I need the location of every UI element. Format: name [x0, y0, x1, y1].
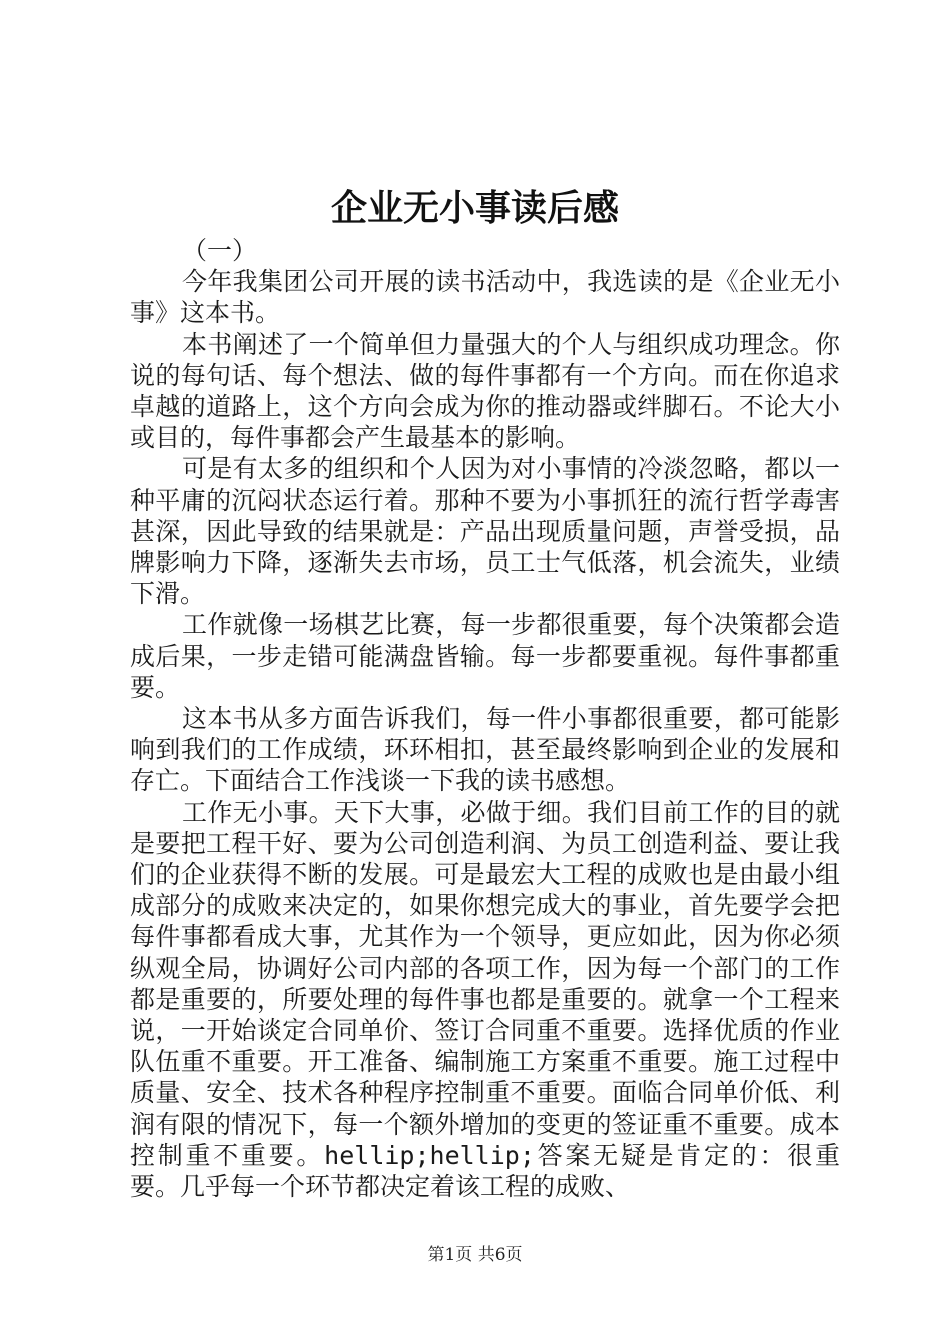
paragraph: 工作就像一场棋艺比赛，每一步都很重要，每个决策都会造成后果，一步走错可能满盘皆输。每一步都要重视。每件事都重要。 — [130, 610, 840, 702]
section-marker: （一） — [182, 236, 258, 265]
paragraph: 工作无小事。天下大事，必做于细。我们目前工作的目的就是要把工程干好、要为公司创造利润、为员工创造利益、要让我们的企业获得不断的发展。可是最宏大工程的成败也是由最小组成部分的成败来决定的，如果你想完成大的事业，首先要学会把每件事都看成大事，尤其作为一个领导，更应如此，因为你必须纵观全局，协调好公司内部的各项工作，因为每一个部门的工作都是重要的，所要处理的每件事也都是重要的。就拿一个工程来说，一开始谈定合同单价、签订合同重不重要。选择优质的作业队伍重不重要。开工准备、编制施工方案重不重要。施工过程中质量、安全、技术各种程序控制重不重要。面临合同单价低、利润有限的情况下，每一个额外增加的变更的签证重不重要。成本控制重不重要。hellip;hellip;答案无疑是肯定的：很重要。几乎每一个环节都决定着该工程的成败、 — [130, 797, 840, 1202]
document-body — [130, 235, 840, 1202]
document-title: 企业无小事读后感 — [330, 187, 619, 229]
paragraph: 今年我集团公司开展的读书活动中，我选读的是《企业无小事》这本书。 — [130, 267, 840, 328]
paragraph: 这本书从多方面告诉我们，每一件小事都很重要，都可能影响到我们的工作成绩，环环相扣，甚至最终影响到企业的发展和存亡。下面结合工作浅谈一下我的读书感想。 — [130, 704, 840, 796]
paragraph: 可是有太多的组织和个人因为对小事情的冷淡忽略，都以一种平庸的沉闷状态运行着。那种不要为小事抓狂的流行哲学毒害甚深，因此导致的结果就是：产品出现质量问题，声誉受损，品牌影响力下降，逐渐失去市场，员工士气低落，机会流失，业绩下滑。 — [130, 454, 840, 609]
paragraph: 本书阐述了一个简单但力量强大的个人与组织成功理念。你说的每句话、每个想法、做的每件事都有一个方向。而在你追求卓越的道路上，这个方向会成为你的推动器或绊脚石。不论大小或目的，每件事都会产生最基本的影响。 — [130, 329, 840, 453]
page-number-footer: 第1页 共6页 — [427, 1245, 523, 1265]
